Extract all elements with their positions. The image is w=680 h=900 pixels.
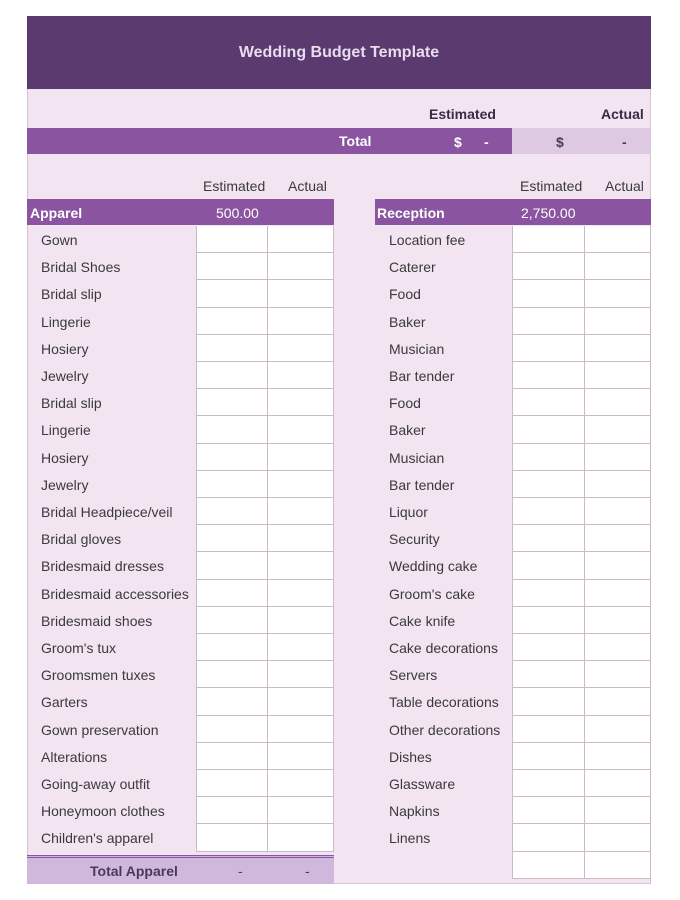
reception-item-estimated-cell[interactable] (512, 797, 585, 824)
apparel-item-actual-cell[interactable] (268, 362, 334, 389)
reception-item-actual-cell[interactable] (585, 389, 651, 416)
apparel-item-estimated-cell[interactable] (196, 471, 268, 498)
apparel-item-estimated-cell[interactable] (196, 770, 268, 797)
reception-item-estimated-cell[interactable] (512, 253, 585, 280)
apparel-item-estimated-cell[interactable] (196, 716, 268, 743)
reception-estimated-total[interactable]: 2,750.00 (521, 205, 576, 221)
reception-item-label: Cake decorations (389, 640, 498, 656)
reception-item-actual-cell[interactable] (585, 226, 651, 253)
apparel-item-label: Honeymoon clothes (41, 803, 165, 819)
reception-item-label: Cake knife (389, 613, 456, 629)
apparel-item-estimated-cell[interactable] (196, 335, 268, 362)
apparel-item-estimated-cell[interactable] (196, 416, 268, 444)
grand-total-estimated-value[interactable]: - (484, 134, 489, 150)
apparel-item-label: Bridal Shoes (41, 259, 121, 275)
reception-title: Reception (377, 205, 445, 221)
apparel-item-estimated-cell[interactable] (196, 308, 268, 335)
reception-item-estimated-cell[interactable] (512, 471, 585, 498)
reception-item-actual-cell[interactable] (585, 607, 651, 634)
apparel-item-label: Bridal slip (41, 286, 102, 302)
apparel-item-actual-cell[interactable] (268, 634, 334, 661)
apparel-item-actual-cell[interactable] (268, 743, 334, 770)
reception-item-label: Food (389, 286, 421, 302)
apparel-item-estimated-cell[interactable] (196, 552, 268, 580)
reception-item-actual-cell[interactable] (585, 253, 651, 280)
apparel-item-estimated-cell[interactable] (196, 743, 268, 770)
reception-item-estimated-cell[interactable] (512, 743, 585, 770)
apparel-item-actual-cell[interactable] (268, 280, 334, 308)
apparel-estimated-total[interactable]: 500.00 (216, 205, 259, 221)
reception-item-actual-cell[interactable] (585, 797, 651, 824)
apparel-item-actual-cell[interactable] (268, 607, 334, 634)
reception-item-label: Glassware (389, 776, 456, 792)
apparel-item-estimated-cell[interactable] (196, 688, 268, 716)
apparel-total-row (27, 855, 334, 884)
apparel-item-estimated-cell[interactable] (196, 661, 268, 688)
apparel-item-label: Gown (41, 232, 78, 248)
reception-item-estimated-cell[interactable] (512, 389, 585, 416)
apparel-item-actual-cell[interactable] (268, 770, 334, 797)
reception-item-actual-cell[interactable] (585, 824, 651, 852)
apparel-estimated-header: Estimated (203, 178, 266, 194)
reception-item-actual-cell[interactable] (585, 525, 651, 552)
reception-item-actual-cell[interactable] (585, 444, 651, 471)
reception-item-label: Baker (389, 314, 426, 330)
reception-item-actual-cell[interactable] (585, 852, 651, 879)
apparel-item-label: Lingerie (41, 422, 91, 438)
apparel-item-estimated-cell[interactable] (196, 607, 268, 634)
reception-item-estimated-cell[interactable] (512, 824, 585, 852)
grand-total-actual-value[interactable]: - (622, 134, 627, 150)
reception-item-label: Bar tender (389, 477, 455, 493)
grand-total-estimated-currency: $ (454, 134, 462, 150)
apparel-item-label: Alterations (41, 749, 108, 765)
reception-item-label: Baker (389, 422, 426, 438)
apparel-item-actual-cell[interactable] (268, 525, 334, 552)
reception-item-estimated-cell[interactable] (512, 444, 585, 471)
apparel-item-label: Garters (41, 694, 88, 710)
apparel-item-actual-cell[interactable] (268, 688, 334, 716)
reception-item-estimated-cell[interactable] (512, 525, 585, 552)
apparel-total-estimated[interactable]: - (238, 863, 243, 879)
grand-total-row (27, 128, 512, 154)
apparel-item-label: Bridal gloves (41, 531, 122, 547)
reception-item-actual-cell[interactable] (585, 552, 651, 580)
apparel-item-estimated-cell[interactable] (196, 797, 268, 824)
reception-item-label: Food (389, 395, 421, 411)
reception-item-label: Napkins (389, 803, 440, 819)
reception-item-label: Caterer (389, 259, 436, 275)
reception-item-actual-cell[interactable] (585, 716, 651, 743)
reception-item-label: Dishes (389, 749, 432, 765)
reception-item-label: Musician (389, 341, 445, 357)
reception-item-estimated-cell[interactable] (512, 661, 585, 688)
apparel-item-label: Bridesmaid accessories (41, 586, 189, 602)
apparel-item-label: Lingerie (41, 314, 91, 330)
reception-item-actual-cell[interactable] (585, 471, 651, 498)
apparel-item-actual-cell[interactable] (268, 471, 334, 498)
apparel-item-label: Bridesmaid shoes (41, 613, 153, 629)
reception-item-label: Groom's cake (389, 586, 475, 602)
reception-item-estimated-cell[interactable] (512, 362, 585, 389)
apparel-item-actual-cell[interactable] (268, 308, 334, 335)
reception-item-estimated-cell[interactable] (512, 416, 585, 444)
apparel-item-label: Bridal slip (41, 395, 102, 411)
apparel-item-actual-cell[interactable] (268, 824, 334, 852)
grand-total-actual (512, 128, 651, 154)
reception-item-estimated-cell[interactable] (512, 280, 585, 308)
reception-item-actual-cell[interactable] (585, 580, 651, 607)
reception-item-label: Servers (389, 667, 438, 683)
reception-item-label: Table decorations (389, 694, 499, 710)
reception-item-estimated-cell[interactable] (512, 607, 585, 634)
apparel-item-label: Gown preservation (41, 722, 159, 738)
reception-item-estimated-cell[interactable] (512, 688, 585, 716)
apparel-item-estimated-cell[interactable] (196, 444, 268, 471)
apparel-item-estimated-cell[interactable] (196, 362, 268, 389)
reception-item-label: Liquor (389, 504, 428, 520)
apparel-item-actual-cell[interactable] (268, 416, 334, 444)
reception-item-estimated-cell[interactable] (512, 770, 585, 797)
reception-item-actual-cell[interactable] (585, 743, 651, 770)
reception-item-actual-cell[interactable] (585, 770, 651, 797)
apparel-item-actual-cell[interactable] (268, 552, 334, 580)
apparel-total-label: Total Apparel (90, 863, 178, 879)
reception-item-estimated-cell[interactable] (512, 852, 585, 879)
apparel-item-estimated-cell[interactable] (196, 634, 268, 661)
apparel-item-estimated-cell[interactable] (196, 389, 268, 416)
reception-item-actual-cell[interactable] (585, 688, 651, 716)
reception-item-actual-cell[interactable] (585, 634, 651, 661)
apparel-item-actual-cell[interactable] (268, 444, 334, 471)
summary-actual-header: Actual (601, 106, 644, 122)
reception-item-label: Location fee (389, 232, 466, 248)
reception-item-label: Other decorations (389, 722, 501, 738)
grand-total-label: Total (339, 133, 372, 149)
apparel-item-estimated-cell[interactable] (196, 226, 268, 253)
sheet-title: Wedding Budget Template (27, 16, 651, 89)
apparel-item-actual-cell[interactable] (268, 226, 334, 253)
reception-item-estimated-cell[interactable] (512, 716, 585, 743)
apparel-item-estimated-cell[interactable] (196, 824, 268, 852)
reception-item-estimated-cell[interactable] (512, 634, 585, 661)
reception-item-actual-cell[interactable] (585, 661, 651, 688)
summary-estimated-header: Estimated (429, 106, 496, 122)
reception-item-estimated-cell[interactable] (512, 552, 585, 580)
apparel-actual-header: Actual (288, 178, 327, 194)
apparel-item-estimated-cell[interactable] (196, 580, 268, 607)
reception-item-label: Bar tender (389, 368, 455, 384)
apparel-item-label: Going-away outfit (41, 776, 150, 792)
apparel-item-actual-cell[interactable] (268, 661, 334, 688)
apparel-item-estimated-cell[interactable] (196, 498, 268, 525)
apparel-item-label: Bridal Headpiece/veil (41, 504, 173, 520)
reception-item-estimated-cell[interactable] (512, 308, 585, 335)
reception-item-label: Musician (389, 450, 445, 466)
apparel-item-estimated-cell[interactable] (196, 253, 268, 280)
reception-item-actual-cell[interactable] (585, 498, 651, 525)
reception-item-label: Security (389, 531, 440, 547)
reception-item-actual-cell[interactable] (585, 416, 651, 444)
apparel-item-actual-cell[interactable] (268, 716, 334, 743)
grand-total-actual-currency: $ (556, 134, 564, 150)
apparel-total-actual[interactable]: - (305, 863, 310, 879)
apparel-item-label: Children's apparel (41, 830, 154, 846)
apparel-item-estimated-cell[interactable] (196, 525, 268, 552)
reception-item-actual-cell[interactable] (585, 280, 651, 308)
reception-item-label: Linens (389, 830, 431, 846)
reception-item-estimated-cell[interactable] (512, 580, 585, 607)
reception-item-estimated-cell[interactable] (512, 498, 585, 525)
reception-item-actual-cell[interactable] (585, 308, 651, 335)
apparel-item-estimated-cell[interactable] (196, 280, 268, 308)
apparel-item-actual-cell[interactable] (268, 253, 334, 280)
apparel-item-actual-cell[interactable] (268, 580, 334, 607)
apparel-item-label: Hosiery (41, 341, 89, 357)
apparel-item-actual-cell[interactable] (268, 389, 334, 416)
apparel-item-actual-cell[interactable] (268, 797, 334, 824)
reception-item-estimated-cell[interactable] (512, 335, 585, 362)
apparel-item-label: Jewelry (41, 477, 89, 493)
apparel-item-actual-cell[interactable] (268, 498, 334, 525)
apparel-section-header (27, 199, 334, 225)
apparel-title: Apparel (30, 205, 83, 221)
apparel-item-label: Groom's tux (41, 640, 117, 656)
apparel-item-label: Groomsmen tuxes (41, 667, 156, 683)
apparel-item-label: Jewelry (41, 368, 89, 384)
reception-item-label: Wedding cake (389, 558, 478, 574)
reception-item-actual-cell[interactable] (585, 335, 651, 362)
apparel-item-label: Hosiery (41, 450, 89, 466)
reception-estimated-header: Estimated (520, 178, 583, 194)
apparel-item-label: Bridesmaid dresses (41, 558, 164, 574)
reception-section-header (375, 199, 651, 225)
reception-actual-header: Actual (605, 178, 644, 194)
apparel-item-actual-cell[interactable] (268, 335, 334, 362)
reception-item-actual-cell[interactable] (585, 362, 651, 389)
reception-item-estimated-cell[interactable] (512, 226, 585, 253)
